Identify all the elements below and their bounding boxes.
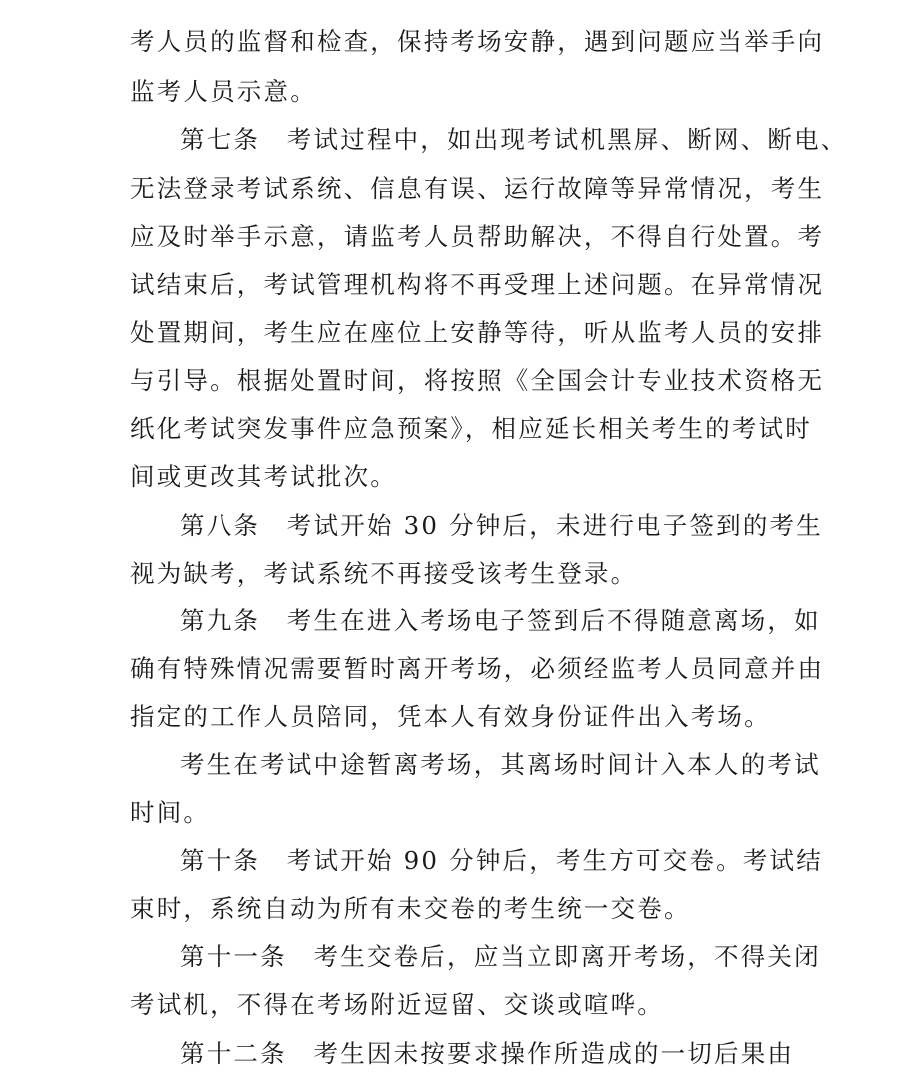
text-line: 确有特殊情况需要暂时离开考场，必须经监考人员同意并由 bbox=[130, 654, 825, 683]
article-7-heading: 第七条 考试过程中，如出现考试机黑屏、断网、断电、 bbox=[180, 125, 848, 154]
article-9-heading: 第九条 考生在进入考场电子签到后不得随意离场，如 bbox=[180, 606, 821, 635]
text-line: 试结束后，考试管理机构将不再受理上述问题。在异常情况 bbox=[130, 270, 825, 299]
text-line: 无法登录考试系统、信息有误、运行故障等异常情况，考生 bbox=[130, 174, 825, 203]
text-line: 纸化考试突发事件应急预案》，相应延长相关考生的考试时 bbox=[130, 414, 812, 443]
paragraph-first-line: 考生在考试中途暂离考场，其离场时间计入本人的考试 bbox=[180, 750, 821, 779]
text-line: 视为缺考，考试系统不再接受该考生登录。 bbox=[130, 559, 638, 588]
article-8-heading: 第八条 考试开始 30 分钟后，未进行电子签到的考生 bbox=[180, 511, 823, 540]
article-10-heading: 第十条 考试开始 90 分钟后，考生方可交卷。考试结 bbox=[180, 846, 823, 875]
text-line: 处置期间，考生应在座位上安静等待，听从监考人员的安排 bbox=[130, 318, 825, 347]
text-line: 束时，系统自动为所有未交卷的考生统一交卷。 bbox=[130, 894, 691, 923]
text-line: 考人员的监督和检查，保持考场安静，遇到问题应当举手向 bbox=[130, 27, 825, 56]
text-line: 监考人员示意。 bbox=[130, 77, 317, 106]
article-12-heading: 第十二条 考生因未按要求操作所造成的一切后果由 bbox=[180, 1039, 795, 1068]
text-line: 时间。 bbox=[130, 798, 211, 827]
text-line: 应及时举手示意，请监考人员帮助解决，不得自行处置。考 bbox=[130, 222, 825, 251]
text-line: 与引导。根据处置时间，将按照《全国会计专业技术资格无 bbox=[130, 366, 825, 395]
text-line: 指定的工作人员陪同，凭本人有效身份证件出入考场。 bbox=[130, 702, 771, 731]
text-line: 间或更改其考试批次。 bbox=[130, 462, 397, 491]
text-line: 考试机，不得在考场附近逗留、交谈或喧哗。 bbox=[130, 990, 664, 1019]
article-11-heading: 第十一条 考生交卷后，应当立即离开考场，不得关闭 bbox=[180, 942, 821, 971]
